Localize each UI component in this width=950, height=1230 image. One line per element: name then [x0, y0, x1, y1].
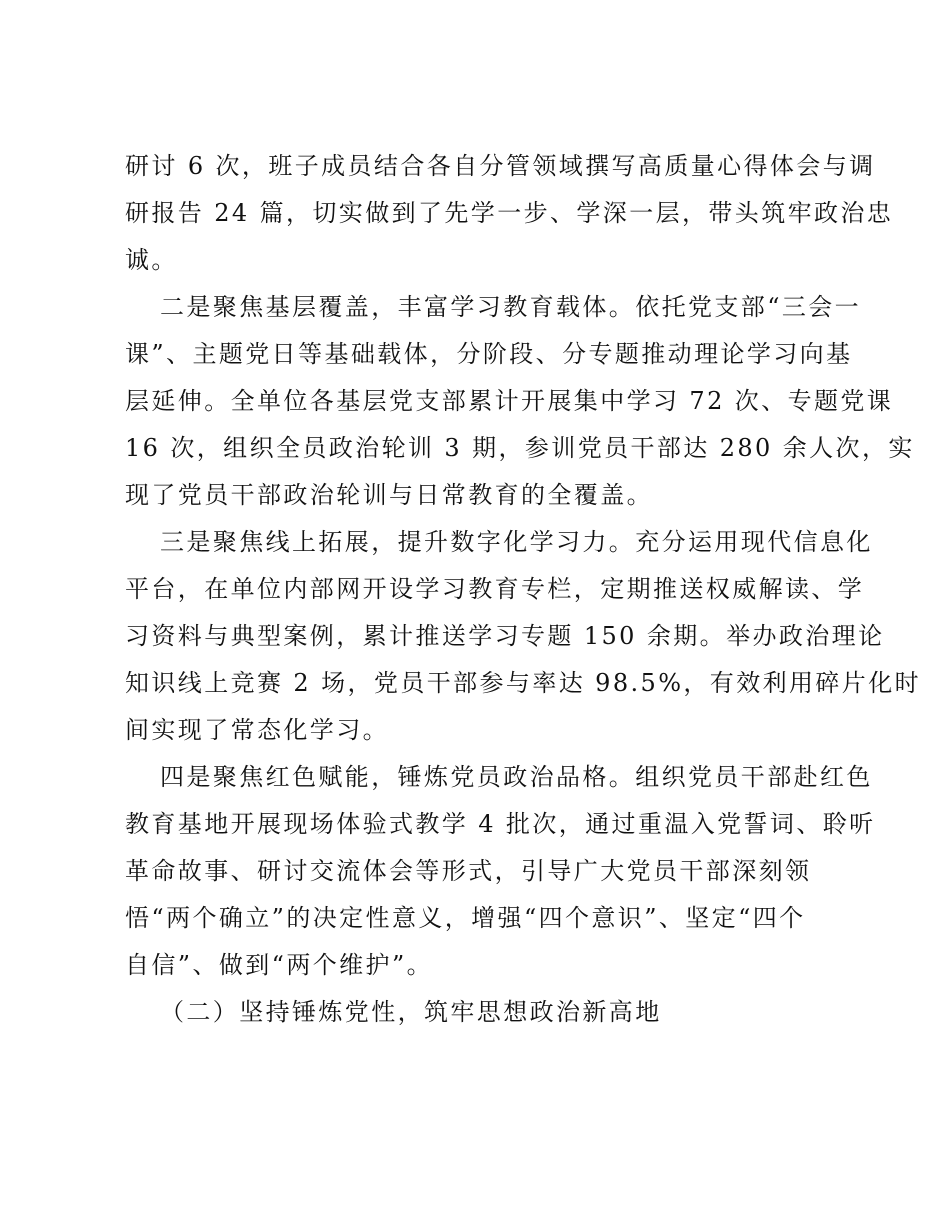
text-line: 习资料与典型案例，累计推送学习专题 150 余期。举办政治理论 — [125, 622, 885, 650]
text-line: 研讨 6 次，班子成员结合各自分管领域撰写高质量心得体会与调 — [125, 152, 876, 180]
paragraph-continued — [125, 143, 894, 284]
text-line: 研报告 24 篇，切实做到了先学一步、学深一层，带头筑牢政治忠 — [125, 199, 894, 227]
text-line: 四是聚焦红色赋能，锤炼党员政治品格。组织党员干部赴红色 — [160, 763, 873, 791]
text-line: 16 次，组织全员政治轮训 3 期，参训党员干部达 280 余人次，实 — [125, 434, 915, 462]
text-line: 自信”、做到“两个维护”。 — [125, 951, 434, 979]
text-line: 教育基地开展现场体验式教学 4 批次，通过重温入党誓词、聆听 — [125, 810, 876, 838]
text-line: 三是聚焦线上拓展，提升数字化学习力。充分运用现代信息化 — [160, 528, 873, 556]
text-line: 知识线上竞赛 2 场，党员干部参与率达 98.5%，有效利用碎片化时 — [125, 669, 921, 697]
paragraph-grassroots-coverage — [125, 284, 915, 519]
text-line: 层延伸。全单位各基层党支部累计开展集中学习 72 次、专题党课 — [125, 387, 894, 415]
document-body — [125, 143, 921, 1036]
paragraph-red-empowerment — [125, 754, 876, 989]
section-heading: （二）坚持锤炼党性，筑牢思想政治新高地 — [160, 998, 662, 1026]
text-line: 间实现了常态化学习。 — [125, 716, 389, 744]
text-line: 课”、主题党日等基础载体，分阶段、分专题推动理论学习向基 — [125, 340, 853, 368]
text-line: 现了党员干部政治轮训与日常教育的全覆盖。 — [125, 481, 653, 509]
text-line: 悟“两个确立”的决定性意义，增强“四个意识”、坚定“四个 — [125, 904, 806, 932]
text-line: 革命故事、研讨交流体会等形式，引导广大党员干部深刻领 — [125, 857, 812, 885]
paragraph-online-expansion — [125, 519, 921, 754]
text-line: 二是聚焦基层覆盖，丰富学习教育载体。依托党支部“三会一 — [160, 293, 862, 321]
text-line: 诚。 — [125, 246, 178, 274]
text-line: 平台，在单位内部网开设学习教育专栏，定期推送权威解读、学 — [125, 575, 865, 603]
